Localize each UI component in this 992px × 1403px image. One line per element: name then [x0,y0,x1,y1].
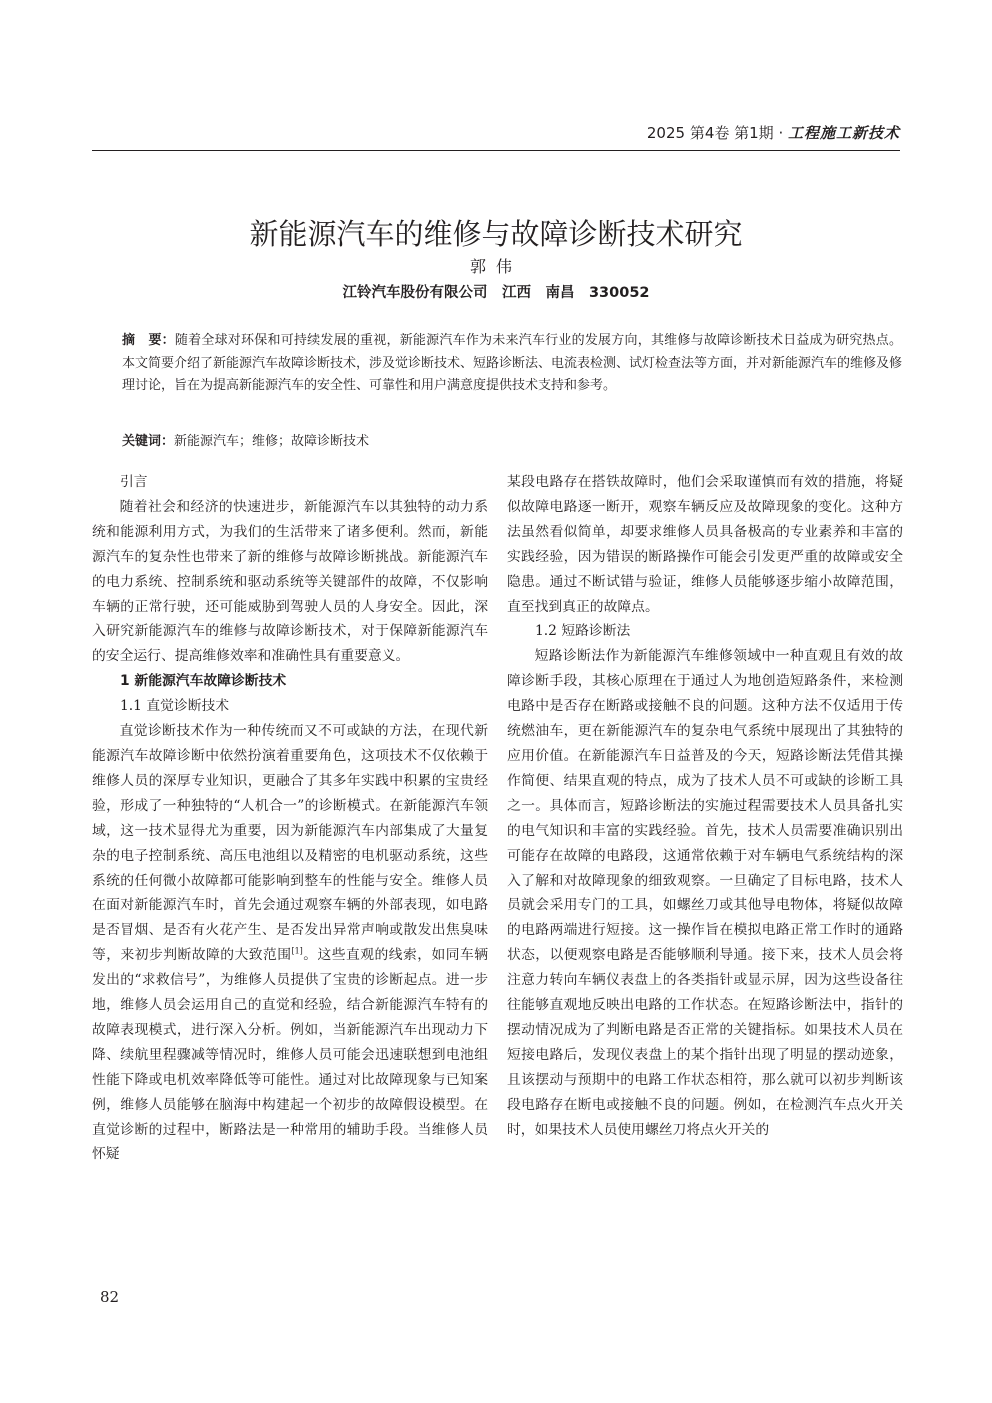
page-number: 82 [100,1288,120,1306]
section-1-2-heading: 1.2 短路诊断法 [535,623,631,640]
left-column [92,470,488,1167]
keywords [122,431,902,453]
keywords-text: 新能源汽车；维修；故障诊断技术 [174,434,370,449]
header-rule [92,150,900,151]
running-header [92,123,900,151]
section-1-1-text-b: 。这些直观的线索，如同车辆发出的“求救信号”，为维修人员提供了宝贵的诊断起点。进一步地，维修人员会运用自己的直觉和经验，结合新能源汽车特有的故障表现模式，进行深入分析。例如，当新能源汽车出现动力下降、续航里程骤减等情况时，维修人员可能会迅速联想到电池组性能下降或电机效率降低等可能性。通过对比故障现象与已知案例，维修人员能够在脑海中构建起一个初步的故障假设模型。在直觉诊断的过程中，断路法是一种常用的辅助手段。当维修人员怀疑 [92,947,489,1163]
right-column [507,470,903,1142]
author: 郭伟 [469,257,522,276]
section-1-heading: 1 新能源汽车故障诊断技术 [120,673,287,690]
section-1-1-paragraph [92,719,488,1167]
affiliation: 江铃汽车股份有限公司 江西 南昌 330052 [342,285,650,301]
journal-name: 工程施工新技术 [787,124,900,142]
issue-info: 2025 第4卷 第1期 · [646,124,788,142]
paper-title: 新能源汽车的维修与故障诊断技术研究 [249,217,743,252]
citation-1: [1] [291,946,303,956]
abstract [122,330,902,398]
section-1-1-text-a: 直觉诊断技术作为一种传统而又不可或缺的方法，在现代新能源汽车故障诊断中依然扮演着重要角色，这项技术不仅依赖于维修人员的深厚专业知识，更融合了其多年实践中积累的宝贵经验，形成了一种独特的“人机合一”的诊断模式。在新能源汽车领域，这一技术显得尤为重要，因为新能源汽车内部集成了大量复杂的电子控制系统、高压电池组以及精密的电机驱动系统，这些系统的任何微小故障都可能影响到整车的性能与安全。维修人员在面对新能源汽车时，首先会通过观察车辆的外部表现，如电路是否冒烟、是否有火花产生、是否发出异常声响或散发出焦臭味等，来初步判断故障的大致范围 [92,723,488,964]
keywords-label: 关键词： [122,434,175,449]
intro-heading: 引言 [120,474,148,490]
section-1-1-heading: 1.1 直觉诊断技术 [120,698,230,715]
abstract-text: 随着全球对环保和可持续发展的重视，新能源汽车作为未来汽车行业的发展方向，其维修与故障诊断技术日益成为研究热点。本文简要介绍了新能源汽车故障诊断技术，涉及觉诊断技术、短路诊断法、电流表检测、试灯检查法等方面，并对新能源汽车的维修及修理讨论，旨在为提高新能源汽车的安全性、可靠性和用户满意度提供技术支持和参考。 [122,333,903,394]
section-1-2-paragraph: 短路诊断法作为新能源汽车维修领域中一种直观且有效的故障诊断手段，其核心原理在于通过人为地创造短路条件，来检测电路中是否存在断路或接触不良的问题。这种方法不仅适用于传统燃油车，更在新能源汽车的复杂电气系统中展现出了其独特的应用价值。在新能源汽车日益普及的今天，短路诊断法凭借其操作简便、结果直观的特点，成为了技术人员不可或缺的诊断工具之一。具体而言，短路诊断法的实施过程需要技术人员具备扎实的电气知识和丰富的实践经验。首先，技术人员需要准确识别出可能存在故障的电路段，这通常依赖于对车辆电气系统结构的深入了解和对故障现象的细致观察。一旦确定了目标电路，技术人员就会采用专门的工具，如螺丝刀或其他导电物体，将疑似故障的电路两端进行短接。这一操作旨在模拟电路正常工作时的通路状态，以便观察电路是否能够顺利导通。接下来，技术人员会将注意力转向车辆仪表盘上的各类指针或显示屏，因为这些设备往往能够直观地反映出电路的工作状态。在短路诊断法中，指针的摆动情况成为了判断电路是否正常的关键指标。如果技术人员在短接电路后，发现仪表盘上的某个指针出现了明显的摆动迹象，且该摆动与预期中的电路工作状态相符，那么就可以初步判断该段电路存在断电或接触不良的问题。例如，在检测汽车点火开关时，如果技术人员使用螺丝刀将点火开关的 [507,648,903,1138]
abstract-label: 摘 要： [122,333,175,348]
intro-paragraph: 随着社会和经济的快速进步，新能源汽车以其独特的动力系统和能源利用方式，为我们的生活带来了诸多便利。然而，新能源汽车的复杂性也带来了新的维修与故障诊断挑战。新能源汽车的电力系统、控制系统和驱动系统等关键部件的故障，不仅影响车辆的正常行驶，还可能威胁到驾驶人员的人身安全。因此，深入研究新能源汽车的维修与故障诊断技术，对于保障新能源汽车的安全运行、提高维修效率和准确性具有重要意义。 [92,498,488,665]
continued-paragraph: 某段电路存在搭铁故障时，他们会采取谨慎而有效的措施，将疑似故障电路逐一断开，观察车辆反应及故障现象的变化。这种方法虽然看似简单，却要求维修人员具备极高的专业素养和丰富的实践经验，因为错误的断路操作可能会引发更严重的故障或安全隐患。通过不断试错与验证，维修人员能够逐步缩小故障范围，直至找到真正的故障点。 [507,474,903,615]
